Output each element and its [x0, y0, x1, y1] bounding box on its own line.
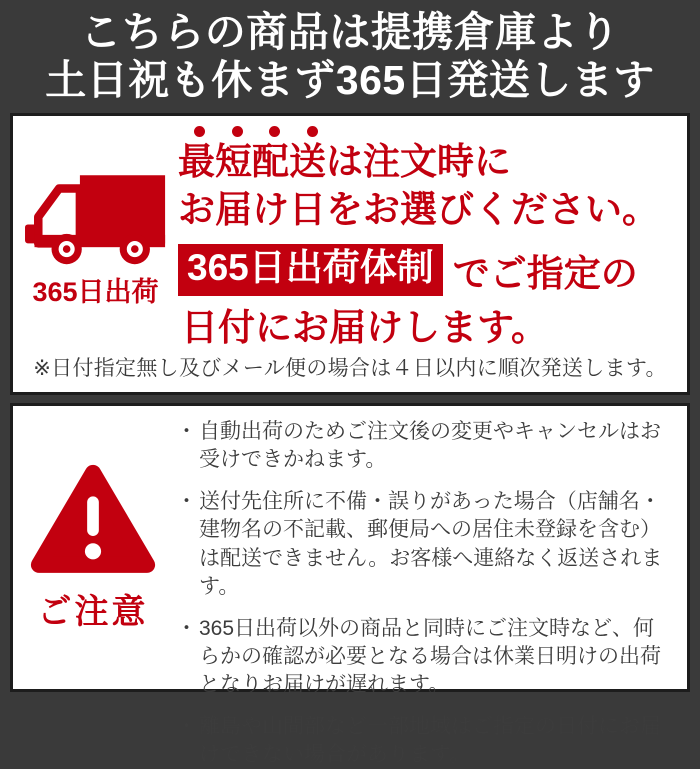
shipping-note: ※日付指定無し及びメール便の場合は４日以内に順次発送します。 [33, 357, 667, 381]
caution-bullet-list [173, 406, 687, 767]
shipping-row [13, 116, 687, 352]
highlight-badge: 365日出荷体制 [178, 244, 443, 296]
emphasis-dot [269, 126, 280, 137]
banner-line-1: こちらの商品は提携倉庫より [80, 8, 620, 55]
shipping-info-panel [10, 113, 690, 395]
highlight-row [178, 243, 687, 297]
caution-bullet-2: ・ 送付先住所に不備・誤りがあった場合（店舗名・建物名の不記載、郵便局への居住未登録を含む）は配送できません。お客様へ連絡なく返送されます。 [197, 488, 673, 601]
delivery-truck-icon [25, 162, 167, 268]
caution-bullet-1: ・ 自動出荷のためご注文後の変更やキャンセルはお受けできかねます。 [197, 418, 673, 474]
truck-label: 365日出荷 [32, 277, 159, 307]
caution-panel [10, 403, 690, 767]
emphasis-dot [194, 126, 205, 137]
caution-bullet-3: ・ 365日出荷以外の商品と同時にご注文時など、何らかの確認が必要となる場合は休業日明けの出荷となりお届けが遅れます。 [197, 615, 673, 699]
emphasis-dot [307, 126, 318, 137]
caution-bullet-4: ・ 離島や山間部など一部地域はご指定の日付にお届けできない場合があります。 [197, 713, 673, 769]
truck-column [13, 116, 178, 352]
banner-line-2: 土日祝も休まず365日発送します [45, 56, 655, 103]
shipping-heading-line-3: 日付にお届けします。 [181, 307, 549, 349]
emphasis-dot [232, 126, 243, 137]
top-banner [0, 0, 700, 113]
shipping-heading-line-1: 最短配送は注文時に [178, 141, 511, 182]
caution-label: ご注意 [37, 593, 149, 631]
after-highlight-text: でご指定の [452, 253, 638, 295]
shipping-text-column [178, 116, 687, 352]
shipping-heading-line-2: お届け日をお選びください。 [178, 189, 659, 231]
emphasis-dots [181, 124, 331, 138]
warning-triangle-icon [30, 462, 156, 574]
caution-column [13, 406, 173, 689]
